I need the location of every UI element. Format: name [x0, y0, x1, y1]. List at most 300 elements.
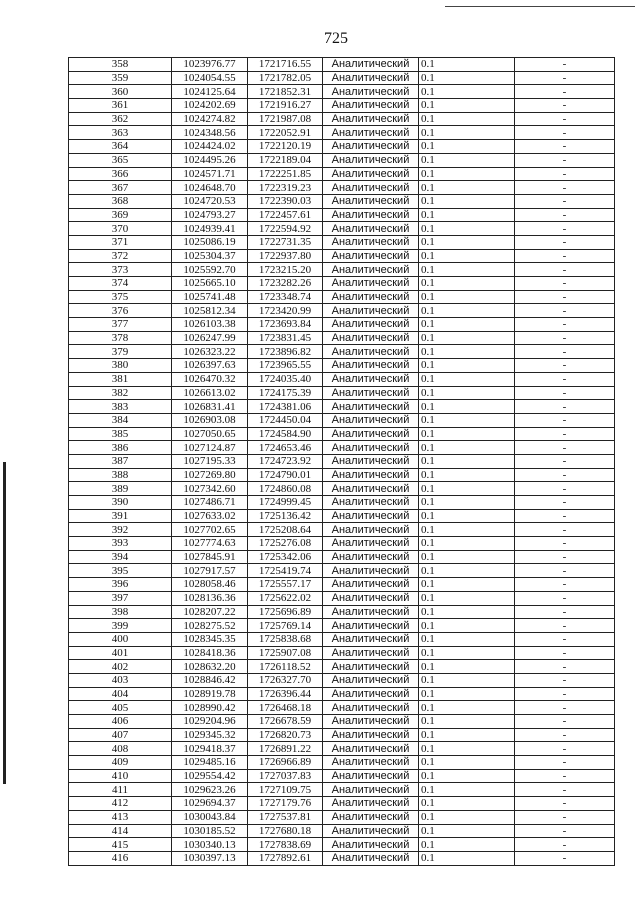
x-coordinate-cell: 1024054.55	[172, 71, 248, 85]
table-row	[69, 797, 615, 811]
y-coordinate-cell: 1727838.69	[248, 838, 323, 852]
point-number-cell: 414	[69, 824, 172, 838]
method-cell: Аналитический	[323, 496, 419, 510]
y-coordinate-cell: 1726678.59	[248, 715, 323, 729]
method-cell: Аналитический	[323, 454, 419, 468]
note-cell: -	[515, 509, 615, 523]
note-cell: -	[515, 249, 615, 263]
point-number-cell: 388	[69, 468, 172, 482]
method-cell: Аналитический	[323, 167, 419, 181]
x-coordinate-cell: 1025304.37	[172, 249, 248, 263]
note-cell: -	[515, 619, 615, 633]
method-cell: Аналитический	[323, 85, 419, 99]
accuracy-cell: 0.1	[419, 701, 515, 715]
x-coordinate-cell: 1030185.52	[172, 824, 248, 838]
x-coordinate-cell: 1028846.42	[172, 673, 248, 687]
point-number-cell: 362	[69, 112, 172, 126]
note-cell: -	[515, 523, 615, 537]
method-cell: Аналитический	[323, 304, 419, 318]
point-number-cell: 396	[69, 578, 172, 592]
table-row	[69, 345, 615, 359]
x-coordinate-cell: 1029418.37	[172, 742, 248, 756]
point-number-cell: 377	[69, 318, 172, 332]
y-coordinate-cell: 1726118.52	[248, 660, 323, 674]
x-coordinate-cell: 1030043.84	[172, 810, 248, 824]
point-number-cell: 361	[69, 99, 172, 113]
method-cell: Аналитический	[323, 222, 419, 236]
point-number-cell: 406	[69, 715, 172, 729]
method-cell: Аналитический	[323, 413, 419, 427]
method-cell: Аналитический	[323, 838, 419, 852]
point-number-cell: 366	[69, 167, 172, 181]
x-coordinate-cell: 1026247.99	[172, 331, 248, 345]
table-row	[69, 564, 615, 578]
x-coordinate-cell: 1027774.63	[172, 537, 248, 551]
table-row	[69, 249, 615, 263]
note-cell: -	[515, 427, 615, 441]
accuracy-cell: 0.1	[419, 304, 515, 318]
x-coordinate-cell: 1026903.08	[172, 413, 248, 427]
note-cell: -	[515, 167, 615, 181]
accuracy-cell: 0.1	[419, 263, 515, 277]
accuracy-cell: 0.1	[419, 673, 515, 687]
note-cell: -	[515, 632, 615, 646]
x-coordinate-cell: 1028919.78	[172, 687, 248, 701]
y-coordinate-cell: 1726966.89	[248, 756, 323, 770]
table-row	[69, 646, 615, 660]
accuracy-cell: 0.1	[419, 496, 515, 510]
method-cell: Аналитический	[323, 797, 419, 811]
accuracy-cell: 0.1	[419, 167, 515, 181]
point-number-cell: 379	[69, 345, 172, 359]
y-coordinate-cell: 1727179.76	[248, 797, 323, 811]
x-coordinate-cell: 1028418.36	[172, 646, 248, 660]
accuracy-cell: 0.1	[419, 728, 515, 742]
note-cell: -	[515, 715, 615, 729]
point-number-cell: 371	[69, 235, 172, 249]
accuracy-cell: 0.1	[419, 71, 515, 85]
table-row	[69, 235, 615, 249]
x-coordinate-cell: 1028990.42	[172, 701, 248, 715]
y-coordinate-cell: 1722457.61	[248, 208, 323, 222]
note-cell: -	[515, 372, 615, 386]
point-number-cell: 390	[69, 496, 172, 510]
x-coordinate-cell: 1025086.19	[172, 235, 248, 249]
method-cell: Аналитический	[323, 769, 419, 783]
table-row	[69, 194, 615, 208]
note-cell: -	[515, 140, 615, 154]
note-cell: -	[515, 550, 615, 564]
method-cell: Аналитический	[323, 126, 419, 140]
y-coordinate-cell: 1723693.84	[248, 318, 323, 332]
accuracy-cell: 0.1	[419, 85, 515, 99]
note-cell: -	[515, 564, 615, 578]
y-coordinate-cell: 1722052.91	[248, 126, 323, 140]
y-coordinate-cell: 1725769.14	[248, 619, 323, 633]
point-number-cell: 363	[69, 126, 172, 140]
table-row	[69, 58, 615, 72]
point-number-cell: 385	[69, 427, 172, 441]
x-coordinate-cell: 1027845.91	[172, 550, 248, 564]
note-cell: -	[515, 263, 615, 277]
note-cell: -	[515, 126, 615, 140]
point-number-cell: 381	[69, 372, 172, 386]
note-cell: -	[515, 797, 615, 811]
y-coordinate-cell: 1727892.61	[248, 851, 323, 865]
accuracy-cell: 0.1	[419, 578, 515, 592]
accuracy-cell: 0.1	[419, 290, 515, 304]
y-coordinate-cell: 1721987.08	[248, 112, 323, 126]
x-coordinate-cell: 1023976.77	[172, 58, 248, 72]
method-cell: Аналитический	[323, 646, 419, 660]
point-number-cell: 393	[69, 537, 172, 551]
method-cell: Аналитический	[323, 386, 419, 400]
y-coordinate-cell: 1727037.83	[248, 769, 323, 783]
y-coordinate-cell: 1725419.74	[248, 564, 323, 578]
method-cell: Аналитический	[323, 140, 419, 154]
method-cell: Аналитический	[323, 58, 419, 72]
table-row	[69, 153, 615, 167]
accuracy-cell: 0.1	[419, 591, 515, 605]
method-cell: Аналитический	[323, 605, 419, 619]
x-coordinate-cell: 1028136.36	[172, 591, 248, 605]
method-cell: Аналитический	[323, 810, 419, 824]
method-cell: Аналитический	[323, 482, 419, 496]
note-cell: -	[515, 331, 615, 345]
margin-bar	[3, 462, 6, 784]
accuracy-cell: 0.1	[419, 58, 515, 72]
point-number-cell: 373	[69, 263, 172, 277]
y-coordinate-cell: 1722594.92	[248, 222, 323, 236]
note-cell: -	[515, 58, 615, 72]
note-cell: -	[515, 277, 615, 291]
accuracy-cell: 0.1	[419, 331, 515, 345]
note-cell: -	[515, 194, 615, 208]
point-number-cell: 368	[69, 194, 172, 208]
table-row	[69, 824, 615, 838]
x-coordinate-cell: 1025741.48	[172, 290, 248, 304]
y-coordinate-cell: 1727537.81	[248, 810, 323, 824]
table-row	[69, 277, 615, 291]
note-cell: -	[515, 290, 615, 304]
x-coordinate-cell: 1029554.42	[172, 769, 248, 783]
note-cell: -	[515, 537, 615, 551]
x-coordinate-cell: 1024125.64	[172, 85, 248, 99]
y-coordinate-cell: 1724999.45	[248, 496, 323, 510]
accuracy-cell: 0.1	[419, 249, 515, 263]
accuracy-cell: 0.1	[419, 372, 515, 386]
point-number-cell: 402	[69, 660, 172, 674]
table-row	[69, 181, 615, 195]
y-coordinate-cell: 1727109.75	[248, 783, 323, 797]
note-cell: -	[515, 413, 615, 427]
x-coordinate-cell: 1027124.87	[172, 441, 248, 455]
y-coordinate-cell: 1725557.17	[248, 578, 323, 592]
x-coordinate-cell: 1029204.96	[172, 715, 248, 729]
method-cell: Аналитический	[323, 509, 419, 523]
table-row	[69, 756, 615, 770]
accuracy-cell: 0.1	[419, 605, 515, 619]
method-cell: Аналитический	[323, 687, 419, 701]
table-row	[69, 112, 615, 126]
y-coordinate-cell: 1724860.08	[248, 482, 323, 496]
accuracy-cell: 0.1	[419, 99, 515, 113]
y-coordinate-cell: 1722189.04	[248, 153, 323, 167]
point-number-cell: 412	[69, 797, 172, 811]
table-row	[69, 454, 615, 468]
point-number-cell: 382	[69, 386, 172, 400]
point-number-cell: 409	[69, 756, 172, 770]
x-coordinate-cell: 1024648.70	[172, 181, 248, 195]
method-cell: Аналитический	[323, 701, 419, 715]
note-cell: -	[515, 181, 615, 195]
table-row	[69, 140, 615, 154]
note-cell: -	[515, 673, 615, 687]
note-cell: -	[515, 112, 615, 126]
table-row	[69, 619, 615, 633]
y-coordinate-cell: 1726468.18	[248, 701, 323, 715]
y-coordinate-cell: 1722731.35	[248, 235, 323, 249]
y-coordinate-cell: 1724035.40	[248, 372, 323, 386]
note-cell: -	[515, 222, 615, 236]
note-cell: -	[515, 400, 615, 414]
point-number-cell: 398	[69, 605, 172, 619]
table-row	[69, 701, 615, 715]
x-coordinate-cell: 1029345.32	[172, 728, 248, 742]
y-coordinate-cell: 1723215.20	[248, 263, 323, 277]
table-row	[69, 413, 615, 427]
x-coordinate-cell: 1025665.10	[172, 277, 248, 291]
accuracy-cell: 0.1	[419, 509, 515, 523]
table-row	[69, 318, 615, 332]
method-cell: Аналитический	[323, 673, 419, 687]
point-number-cell: 364	[69, 140, 172, 154]
table-row	[69, 632, 615, 646]
y-coordinate-cell: 1721916.27	[248, 99, 323, 113]
accuracy-cell: 0.1	[419, 851, 515, 865]
point-number-cell: 403	[69, 673, 172, 687]
accuracy-cell: 0.1	[419, 646, 515, 660]
method-cell: Аналитический	[323, 550, 419, 564]
note-cell: -	[515, 605, 615, 619]
accuracy-cell: 0.1	[419, 126, 515, 140]
accuracy-cell: 0.1	[419, 112, 515, 126]
y-coordinate-cell: 1722120.19	[248, 140, 323, 154]
y-coordinate-cell: 1722251.85	[248, 167, 323, 181]
y-coordinate-cell: 1726820.73	[248, 728, 323, 742]
x-coordinate-cell: 1027702.65	[172, 523, 248, 537]
table-row	[69, 851, 615, 865]
accuracy-cell: 0.1	[419, 277, 515, 291]
note-cell: -	[515, 838, 615, 852]
accuracy-cell: 0.1	[419, 619, 515, 633]
method-cell: Аналитический	[323, 756, 419, 770]
y-coordinate-cell: 1726396.44	[248, 687, 323, 701]
y-coordinate-cell: 1724584.90	[248, 427, 323, 441]
note-cell: -	[515, 810, 615, 824]
table-row	[69, 222, 615, 236]
note-cell: -	[515, 386, 615, 400]
point-number-cell: 380	[69, 359, 172, 373]
y-coordinate-cell: 1723420.99	[248, 304, 323, 318]
y-coordinate-cell: 1725622.02	[248, 591, 323, 605]
point-number-cell: 360	[69, 85, 172, 99]
top-rule	[445, 6, 635, 7]
y-coordinate-cell: 1721716.55	[248, 58, 323, 72]
y-coordinate-cell: 1727680.18	[248, 824, 323, 838]
x-coordinate-cell: 1025592.70	[172, 263, 248, 277]
point-number-cell: 395	[69, 564, 172, 578]
y-coordinate-cell: 1726891.22	[248, 742, 323, 756]
method-cell: Аналитический	[323, 591, 419, 605]
method-cell: Аналитический	[323, 331, 419, 345]
method-cell: Аналитический	[323, 290, 419, 304]
y-coordinate-cell: 1724175.39	[248, 386, 323, 400]
table-row	[69, 742, 615, 756]
accuracy-cell: 0.1	[419, 427, 515, 441]
method-cell: Аналитический	[323, 112, 419, 126]
x-coordinate-cell: 1024720.53	[172, 194, 248, 208]
table-row	[69, 523, 615, 537]
note-cell: -	[515, 687, 615, 701]
x-coordinate-cell: 1024571.71	[172, 167, 248, 181]
y-coordinate-cell: 1725136.42	[248, 509, 323, 523]
point-number-cell: 369	[69, 208, 172, 222]
x-coordinate-cell: 1026470.32	[172, 372, 248, 386]
point-number-cell: 386	[69, 441, 172, 455]
point-number-cell: 405	[69, 701, 172, 715]
note-cell: -	[515, 756, 615, 770]
note-cell: -	[515, 578, 615, 592]
method-cell: Аналитический	[323, 742, 419, 756]
accuracy-cell: 0.1	[419, 838, 515, 852]
point-number-cell: 407	[69, 728, 172, 742]
table-row	[69, 537, 615, 551]
x-coordinate-cell: 1026613.02	[172, 386, 248, 400]
x-coordinate-cell: 1024424.02	[172, 140, 248, 154]
method-cell: Аналитический	[323, 345, 419, 359]
method-cell: Аналитический	[323, 277, 419, 291]
method-cell: Аналитический	[323, 783, 419, 797]
method-cell: Аналитический	[323, 194, 419, 208]
table-row	[69, 99, 615, 113]
note-cell: -	[515, 208, 615, 222]
accuracy-cell: 0.1	[419, 441, 515, 455]
x-coordinate-cell: 1027269.80	[172, 468, 248, 482]
note-cell: -	[515, 591, 615, 605]
y-coordinate-cell: 1722319.23	[248, 181, 323, 195]
x-coordinate-cell: 1029623.26	[172, 783, 248, 797]
accuracy-cell: 0.1	[419, 359, 515, 373]
table-row	[69, 167, 615, 181]
x-coordinate-cell: 1028345.35	[172, 632, 248, 646]
table-row	[69, 605, 615, 619]
note-cell: -	[515, 468, 615, 482]
accuracy-cell: 0.1	[419, 181, 515, 195]
note-cell: -	[515, 85, 615, 99]
table-row	[69, 810, 615, 824]
x-coordinate-cell: 1024274.82	[172, 112, 248, 126]
accuracy-cell: 0.1	[419, 783, 515, 797]
accuracy-cell: 0.1	[419, 632, 515, 646]
point-number-cell: 376	[69, 304, 172, 318]
method-cell: Аналитический	[323, 99, 419, 113]
y-coordinate-cell: 1724790.01	[248, 468, 323, 482]
accuracy-cell: 0.1	[419, 194, 515, 208]
y-coordinate-cell: 1725208.64	[248, 523, 323, 537]
x-coordinate-cell: 1024495.26	[172, 153, 248, 167]
x-coordinate-cell: 1028632.20	[172, 660, 248, 674]
table-row	[69, 687, 615, 701]
method-cell: Аналитический	[323, 660, 419, 674]
point-number-cell: 401	[69, 646, 172, 660]
point-number-cell: 399	[69, 619, 172, 633]
accuracy-cell: 0.1	[419, 413, 515, 427]
table-row	[69, 208, 615, 222]
table-row	[69, 427, 615, 441]
note-cell: -	[515, 482, 615, 496]
point-number-cell: 415	[69, 838, 172, 852]
note-cell: -	[515, 783, 615, 797]
table-row	[69, 550, 615, 564]
note-cell: -	[515, 646, 615, 660]
y-coordinate-cell: 1725907.08	[248, 646, 323, 660]
note-cell: -	[515, 742, 615, 756]
accuracy-cell: 0.1	[419, 810, 515, 824]
table-body	[69, 58, 615, 866]
point-number-cell: 383	[69, 400, 172, 414]
method-cell: Аналитический	[323, 153, 419, 167]
point-number-cell: 374	[69, 277, 172, 291]
table-row	[69, 372, 615, 386]
y-coordinate-cell: 1723282.26	[248, 277, 323, 291]
table-row	[69, 331, 615, 345]
table-row	[69, 578, 615, 592]
accuracy-cell: 0.1	[419, 222, 515, 236]
method-cell: Аналитический	[323, 263, 419, 277]
point-number-cell: 359	[69, 71, 172, 85]
accuracy-cell: 0.1	[419, 550, 515, 564]
accuracy-cell: 0.1	[419, 687, 515, 701]
method-cell: Аналитический	[323, 824, 419, 838]
y-coordinate-cell: 1725276.08	[248, 537, 323, 551]
x-coordinate-cell: 1025812.34	[172, 304, 248, 318]
accuracy-cell: 0.1	[419, 660, 515, 674]
note-cell: -	[515, 153, 615, 167]
accuracy-cell: 0.1	[419, 386, 515, 400]
table-row	[69, 496, 615, 510]
x-coordinate-cell: 1024793.27	[172, 208, 248, 222]
method-cell: Аналитический	[323, 728, 419, 742]
method-cell: Аналитический	[323, 235, 419, 249]
table-row	[69, 85, 615, 99]
point-number-cell: 392	[69, 523, 172, 537]
x-coordinate-cell: 1027917.57	[172, 564, 248, 578]
table-row	[69, 441, 615, 455]
coordinates-table	[68, 57, 615, 866]
table-row	[69, 660, 615, 674]
accuracy-cell: 0.1	[419, 153, 515, 167]
accuracy-cell: 0.1	[419, 208, 515, 222]
y-coordinate-cell: 1721852.31	[248, 85, 323, 99]
x-coordinate-cell: 1027195.33	[172, 454, 248, 468]
point-number-cell: 416	[69, 851, 172, 865]
table-row	[69, 591, 615, 605]
point-number-cell: 394	[69, 550, 172, 564]
method-cell: Аналитический	[323, 537, 419, 551]
note-cell: -	[515, 824, 615, 838]
table-row	[69, 728, 615, 742]
